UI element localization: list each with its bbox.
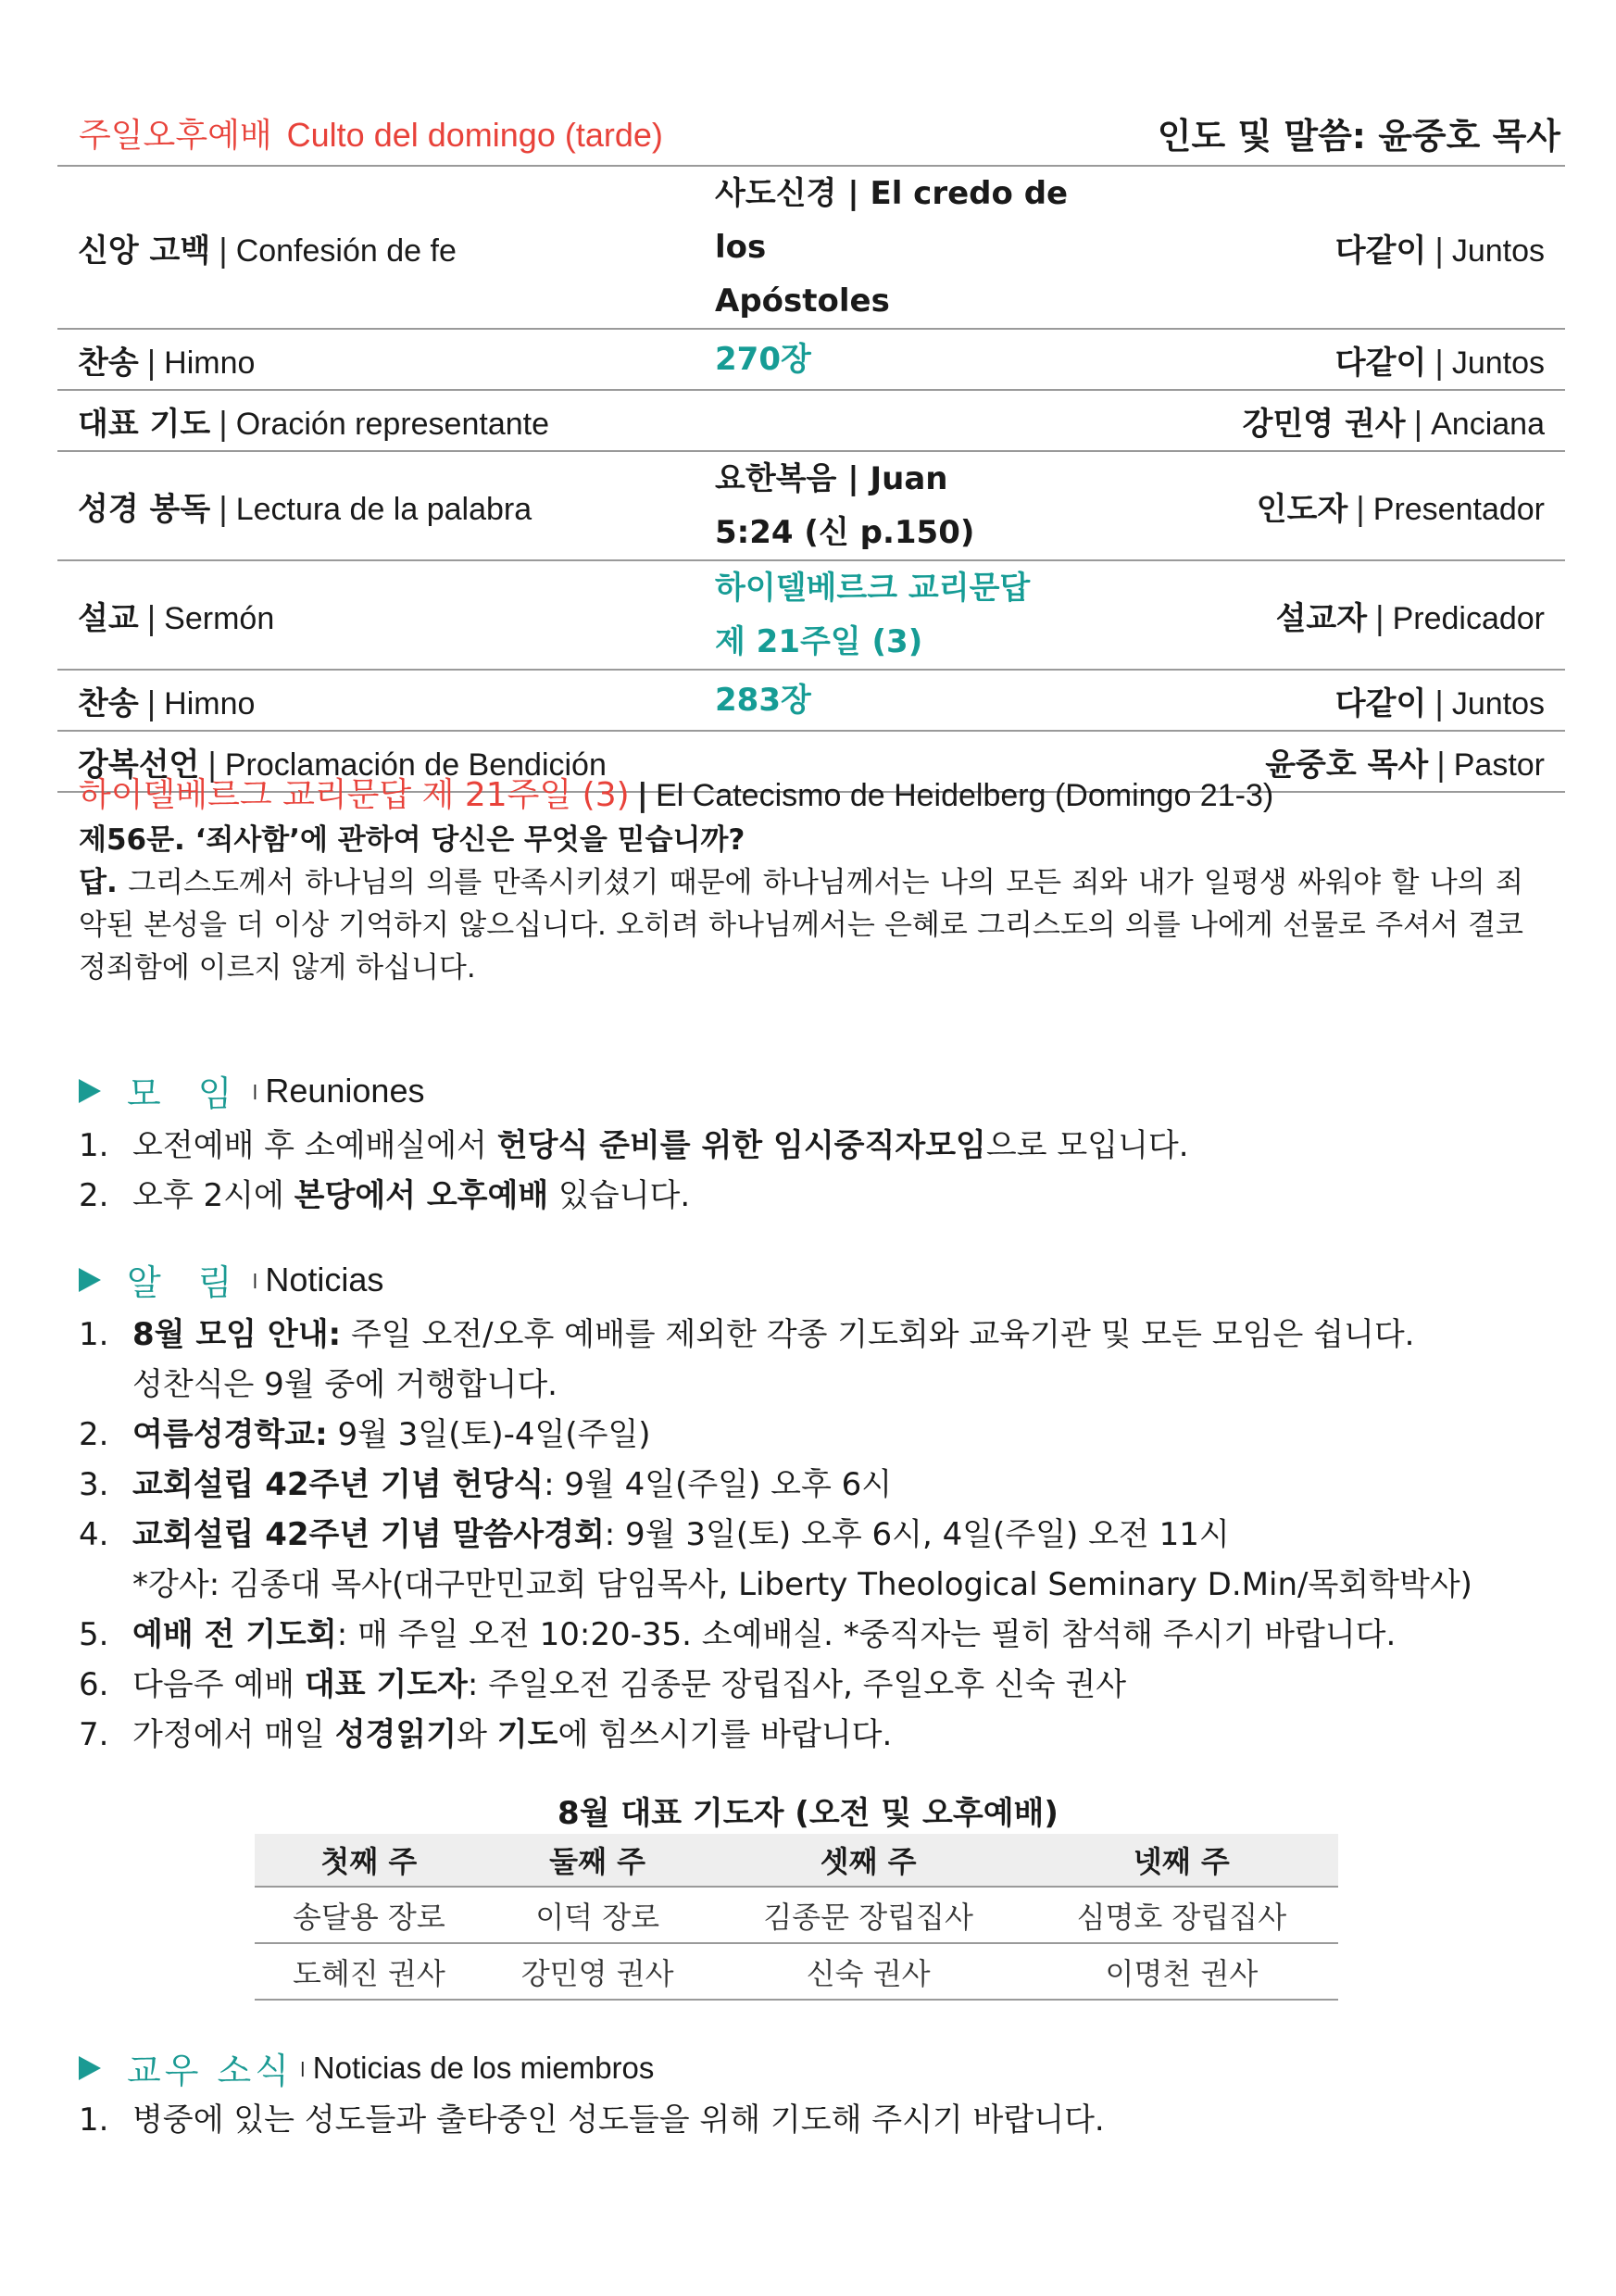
text-segment: : 매 주일 오전 10:20-35. 소예배실. *중직자는 필히 참석해 주시기 바랍니다. — [336, 1616, 1397, 1653]
list-item — [79, 1610, 1560, 1660]
text-segment: 가정에서 매일 — [132, 1716, 335, 1753]
order-responsible: 다같이 | Juntos — [1334, 344, 1545, 382]
order-item: 성경 봉독 | Lectura de la palabra — [78, 490, 532, 528]
text-segment: 교회설립 42주년 기념 헌당식 — [132, 1466, 545, 1503]
list-line — [132, 2095, 1560, 2145]
text-segment: 오전예배 후 소예배실에서 — [132, 1127, 497, 1164]
text-segment: 8월 모임 안내: — [132, 1316, 342, 1353]
catechism-title-ko: 하이델베르그 교리문답 제 21주일 (3) — [79, 776, 630, 814]
order-row — [57, 560, 1565, 670]
meetings-heading: 모 임 | Reuniones — [79, 1065, 424, 1116]
list-item — [79, 1510, 1560, 1610]
order-detail-line: 5:24 (신 p.150) — [715, 514, 975, 551]
catechism-answer — [79, 861, 1523, 989]
order-responsible-ko: 다같이 — [1334, 344, 1427, 382]
order-responsible-ko: 다같이 — [1334, 684, 1427, 722]
list-item — [79, 1460, 1560, 1510]
catechism-title: 하이델베르그 교리문답 제 21주일 (3) | El Catecismo de Heidelberg (Domingo 21-3) — [79, 776, 1274, 814]
order-row — [57, 451, 1565, 560]
schedule-cell: 이덕 장로 — [483, 1887, 712, 1943]
list-number: 1. — [79, 1316, 109, 1353]
schedule-row — [255, 1887, 1338, 1943]
text-segment: 성경읽기 — [334, 1716, 457, 1753]
notices-title-ko: 알 림 — [127, 1262, 245, 1303]
text-segment: 다음주 예배 — [132, 1666, 305, 1703]
text-segment: 있습니다. — [548, 1177, 691, 1214]
list-number: 6. — [79, 1666, 109, 1703]
list-line — [132, 1660, 1560, 1710]
schedule-cell: 신숙 권사 — [712, 1943, 1025, 2000]
list-item — [79, 1660, 1560, 1710]
order-responsible-ko: 다같이 — [1334, 232, 1427, 270]
catechism-title-es: El Catecismo de Heidelberg (Domingo 21-3) — [656, 778, 1274, 813]
order-detail-line: 하이델베르크 교리문답 — [715, 570, 1031, 607]
order-responsible: 다같이 | Juntos — [1334, 232, 1545, 270]
list-number: 5. — [79, 1616, 109, 1653]
order-responsible-es: Predicador — [1392, 600, 1545, 636]
order-item: 설교 | Sermón — [78, 599, 275, 637]
order-responsible: 설교자 | Predicador — [1275, 599, 1545, 637]
order-responsible-es: Anciana — [1431, 406, 1545, 442]
order-item-es: Confesión de fe — [235, 232, 457, 269]
answer-label: 답. — [79, 866, 118, 899]
text-segment: 에 힘쓰시기를 바랍니다. — [557, 1716, 893, 1753]
service-header — [79, 105, 1560, 160]
list-number: 1. — [79, 2102, 109, 2139]
order-item: 신앙 고백 | Confesión de fe — [78, 232, 457, 270]
order-item-ko: 성경 봉독 — [78, 490, 211, 528]
list-text — [132, 1310, 1560, 1410]
order-of-worship-table — [57, 165, 1565, 793]
order-row — [57, 670, 1565, 731]
text-segment: 병중에 있는 성도들과 출타중인 성도들을 위해 기도해 주시기 바랍니다. — [132, 2102, 1105, 2139]
triangle-bullet-icon — [79, 2056, 101, 2080]
order-item-ko: 설교 — [78, 599, 139, 637]
meetings-title-es: Reuniones — [265, 1071, 425, 1110]
list-subline: 성찬식은 9월 중에 거행합니다. — [132, 1366, 557, 1403]
order-item-ko: 강복선언 — [78, 746, 200, 784]
prayer-schedule-title: 8월 대표 기도자 (오전 및 오후예배) — [557, 1795, 1059, 1832]
list-text — [132, 1510, 1560, 1610]
text-segment: 본당에서 오후예배 — [294, 1177, 549, 1214]
order-item-es: Oración representante — [235, 406, 549, 442]
schedule-header-cell: 넷째 주 — [1025, 1834, 1338, 1887]
list-text — [132, 1610, 1560, 1660]
meetings-list — [79, 1121, 1560, 1221]
order-responsible: 인도자 | Presentador — [1256, 490, 1545, 528]
order-responsible-es: Juntos — [1451, 685, 1545, 721]
order-detail-line: 사도신경 | El credo de los — [715, 175, 1069, 266]
order-detail-line: 270장 — [715, 341, 811, 378]
list-text — [132, 1460, 1560, 1510]
list-number: 4. — [79, 1516, 109, 1553]
list-line — [132, 1310, 1560, 1360]
order-detail-line: 제 21주일 (3) — [715, 623, 923, 660]
list-text — [132, 1660, 1560, 1710]
text-segment: 주일 오전/오후 예배를 제외한 각종 기도회와 교육기관 및 모든 모임은 쉽니다. — [341, 1316, 1415, 1353]
order-detail-line: 283장 — [715, 682, 811, 719]
list-number: 3. — [79, 1466, 109, 1503]
list-text — [132, 1710, 1560, 1760]
schedule-cell: 도혜진 권사 — [255, 1943, 483, 2000]
order-item-ko: 신앙 고백 — [78, 232, 211, 270]
list-number: 2. — [79, 1177, 109, 1214]
text-segment: 으로 모입니다. — [985, 1127, 1189, 1164]
meetings-title-ko: 모 임 — [127, 1073, 245, 1114]
text-segment: : 9월 4일(주일) 오후 6시 — [544, 1466, 893, 1503]
list-item — [79, 1710, 1560, 1760]
schedule-cell: 심명호 장립집사 — [1025, 1887, 1338, 1943]
list-item — [79, 1410, 1560, 1460]
triangle-bullet-icon — [79, 1079, 101, 1103]
members-list — [79, 2095, 1560, 2145]
order-item-es: Sermón — [164, 600, 275, 636]
order-responsible-es: Juntos — [1451, 232, 1545, 269]
schedule-cell: 이명천 권사 — [1025, 1943, 1338, 2000]
members-heading: 교우 소식 | Noticias de los miembros — [79, 2042, 654, 2093]
prayer-schedule-body — [255, 1887, 1338, 2000]
list-line — [132, 1121, 1560, 1171]
order-detail — [715, 166, 1113, 329]
triangle-bullet-icon — [79, 1268, 101, 1292]
order-detail — [715, 670, 1113, 731]
order-responsible: 강민영 권사 | Anciana — [1242, 405, 1545, 443]
order-item-es: Himno — [164, 685, 256, 721]
order-item-ko: 찬송 — [78, 684, 139, 722]
list-item — [79, 1171, 1560, 1221]
order-row — [57, 166, 1565, 329]
answer-text: 그리스도께서 하나님의 의를 만족시키셨기 때문에 하나님께서는 나의 모든 죄와 내가 일평생 싸워야 할 나의 죄악된 본성을 더 이상 기억하지 않으십니다. 오히려 하나님께서는 은혜로 그리스도의 의를 나에게 선물로 주셔서 결코 정죄함에 이르지 않게 하십니다. — [79, 866, 1523, 985]
list-line — [132, 1710, 1560, 1760]
notices-title-es: Noticias — [265, 1260, 384, 1299]
order-item: 강복선언 | Proclamación de Bendición — [78, 746, 607, 784]
list-item — [79, 2095, 1560, 2145]
order-responsible-ko: 강민영 권사 — [1242, 405, 1406, 443]
order-detail-line: 요한복음 | Juan — [715, 460, 948, 497]
list-text — [132, 2095, 1560, 2145]
text-segment: 예배 전 기도회 — [132, 1616, 337, 1653]
order-detail — [715, 329, 1113, 390]
list-line — [132, 1460, 1560, 1510]
list-item — [79, 1310, 1560, 1410]
prayer-schedule-table — [255, 1834, 1338, 2001]
list-number: 2. — [79, 1416, 109, 1453]
list-text — [132, 1171, 1560, 1221]
schedule-header-cell: 둘째 주 — [483, 1834, 712, 1887]
list-number: 7. — [79, 1716, 109, 1753]
service-title-es: Culto del domingo (tarde) — [286, 115, 663, 154]
order-responsible-ko: 윤중호 목사 — [1265, 746, 1429, 784]
list-line — [132, 1171, 1560, 1221]
schedule-row — [255, 1943, 1338, 2000]
prayer-schedule-header — [255, 1834, 1338, 1887]
notices-list — [79, 1310, 1560, 1760]
order-item-ko: 찬송 — [78, 344, 139, 382]
list-text — [132, 1121, 1560, 1171]
schedule-cell: 강민영 권사 — [483, 1943, 712, 2000]
list-number: 1. — [79, 1127, 109, 1164]
text-segment: 9월 3일(토)-4일(주일) — [327, 1416, 651, 1453]
order-row — [57, 390, 1565, 451]
order-responsible: 다같이 | Juntos — [1334, 684, 1545, 722]
order-detail — [715, 560, 1113, 670]
text-segment: 교회설립 42주년 기념 말씀사경회 — [132, 1516, 605, 1553]
list-line — [132, 1610, 1560, 1660]
order-responsible-es: Pastor — [1453, 747, 1545, 783]
order-item: 찬송 | Himno — [78, 344, 256, 382]
order-detail — [715, 451, 1113, 560]
order-detail-line: Apóstoles — [715, 282, 890, 320]
schedule-header-cell: 셋째 주 — [712, 1834, 1025, 1887]
text-segment: 헌당식 준비를 위한 임시중직자모임 — [496, 1127, 986, 1164]
order-item-es: Lectura de la palabra — [235, 491, 532, 527]
text-segment: 여름성경학교: — [132, 1416, 328, 1453]
order-item-es: Proclamación de Bendición — [224, 747, 607, 783]
order-responsible-ko: 설교자 — [1275, 599, 1368, 637]
order-item-es: Himno — [164, 345, 256, 381]
text-segment: : 주일오전 김종문 장립집사, 주일오후 신숙 권사 — [467, 1666, 1127, 1703]
list-item — [79, 1121, 1560, 1171]
order-detail — [715, 390, 1113, 451]
members-title-es: Noticias de los miembros — [312, 2050, 655, 2085]
order-item: 대표 기도 | Oración representante — [78, 405, 549, 443]
text-segment: 기도 — [496, 1716, 558, 1753]
list-text — [132, 1410, 1560, 1460]
catechism-question: 제56문. ‘죄사함’에 관하여 당신은 무엇을 믿습니까? — [79, 823, 745, 857]
service-leader: 인도 및 말씀: 윤중호 목사 — [1157, 115, 1560, 157]
text-segment: : 9월 3일(토) 오후 6시, 4일(주일) 오전 11시 — [604, 1516, 1230, 1553]
text-segment: 와 — [457, 1716, 497, 1753]
order-of-worship-body — [57, 166, 1565, 792]
schedule-header-cell: 첫째 주 — [255, 1834, 483, 1887]
order-item-ko: 대표 기도 — [78, 405, 211, 443]
list-subline: *강사: 김종대 목사(대구만민교회 담임목사, Liberty Theological Seminary D.Min/목회학박사) — [132, 1566, 1472, 1603]
list-line — [132, 1410, 1560, 1460]
order-responsible-es: Juntos — [1451, 345, 1545, 381]
order-row — [57, 329, 1565, 390]
service-title-ko: 주일오후예배 — [79, 116, 272, 155]
order-item: 찬송 | Himno — [78, 684, 256, 722]
order-responsible-ko: 인도자 — [1256, 490, 1348, 528]
notices-heading: 알 림 | Noticias — [79, 1254, 383, 1305]
catechism-section — [79, 772, 1523, 989]
order-responsible: 윤중호 목사 | Pastor — [1265, 746, 1545, 784]
schedule-cell: 송달용 장로 — [255, 1887, 483, 1943]
order-responsible-es: Presentador — [1372, 491, 1545, 527]
text-segment: 오후 2시에 — [132, 1177, 294, 1214]
text-segment: 대표 기도자 — [304, 1666, 468, 1703]
schedule-cell: 김종문 장립집사 — [712, 1887, 1025, 1943]
service-title — [79, 109, 663, 157]
members-title-ko: 교우 소식 — [127, 2051, 293, 2091]
list-line — [132, 1510, 1560, 1560]
